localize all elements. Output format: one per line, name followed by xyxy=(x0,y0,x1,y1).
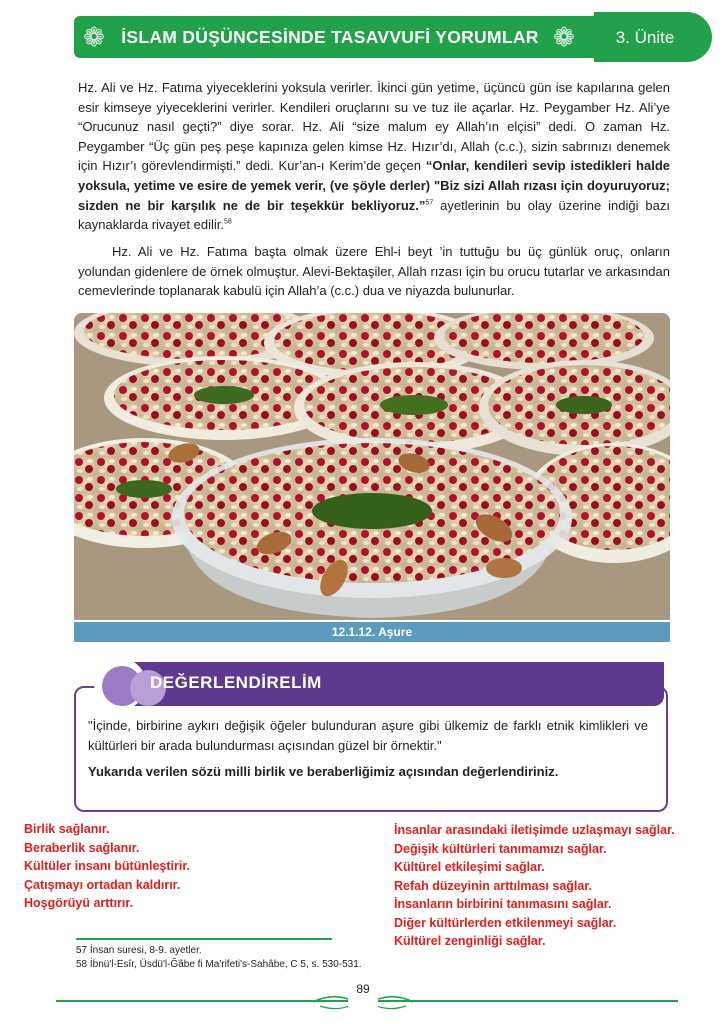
unit-header xyxy=(74,12,702,62)
answer-item: Çatışmayı ortadan kaldırır. xyxy=(24,877,181,892)
footnote-58: 58 İbnü'l-Esîr, Üsdü'l-Ğâbe fi Ma'rifeti's-Sahâbe, C 5, s. 530-531. xyxy=(76,959,362,970)
footnote-divider xyxy=(76,938,332,940)
unit-label: 3. Ünite xyxy=(615,28,675,47)
answer-item: Kültürel etkileşimi sağlar. xyxy=(394,860,545,874)
answer-item: Diğer kültürlerden etkilenmeyi sağlar. xyxy=(394,915,617,930)
answer-item: Hoşgörüyü arttırır. xyxy=(24,896,134,910)
answer-item: İnsanların birbirini tanımasını sağlar. xyxy=(394,897,612,911)
page-number: 89 xyxy=(356,982,370,996)
paragraph-text: ayetlerinin bu olay üzerine indiği bazı kaynaklarda rivayet edilir. xyxy=(78,197,670,233)
evaluation-title: DEĞERLENDİRELİM xyxy=(150,673,322,692)
evaluation-quote: "İçinde, birbirine aykırı değişik öğeler bulunduran aşure gibi ülkemiz de farklı etnik kimlikleri ve kültürleri bir arada bulundurması açısından güzel bir örnektir." xyxy=(88,718,648,753)
footnote-57: 57 İnsan suresi, 8-9. ayetler. xyxy=(76,945,202,956)
paragraph-text: Hz. Ali ve Hz. Fatıma yiyeceklerini yoksula verirler. İkinci gün yetime, üçüncü gün ise kapılarına gelen esir kimseye yiyeceklerini verirler. Kendileri oruçlarını su ve tuz ile açarlar. Hz. Peygamber Hz. Ali’ye “Orucunuz nasıl geçti?” diye sorar. Hz. Ali “size malum ey Allah’ın elçisi” dedi. O zaman Hz. Peygamber “Üç gün peş peşe kapınıza gelen kimse Hz. Hızır’dı, Allah (c.c.), sizin sabrınızı denemek için Hızır’ı görevlendirmişti.” dedi. Kur’an-ı Kerim’de geçen xyxy=(78,80,670,174)
footnote-ref-57[interactable]: 57 xyxy=(425,199,434,207)
asure-bowls-illustration xyxy=(74,313,670,620)
answer-item: Birlik sağlanır. xyxy=(24,822,110,836)
answers-right-column xyxy=(394,821,675,951)
evaluation-header xyxy=(100,662,664,706)
floral-ornament-icon: ❁ xyxy=(83,22,105,52)
answer-item: Beraberlik sağlanır. xyxy=(24,840,140,855)
floral-ornament-icon: ❁ xyxy=(553,22,575,52)
footnotes xyxy=(76,944,362,972)
answers-left-column xyxy=(24,820,190,913)
quran-verse-quote: “Onlar, kendileri sevip istedikleri halde yoksula, yetime ve esire de yemek verir, (ve şöyle derler) "Biz sizi Allah rızası için doyuruyoruz; sizden ne bir karşılık ne de bir teşekkür bekliyoruz.” xyxy=(78,158,670,213)
asure-photo xyxy=(74,313,670,620)
paragraph-1 xyxy=(78,78,670,235)
evaluation-question: Yukarıda verilen sözü milli birlik ve beraberliğimiz açısından değerlendiriniz. xyxy=(88,764,559,779)
answer-item: İnsanlar arasındaki iletişimde uzlaşmayı sağlar. xyxy=(394,823,675,837)
paragraph-2 xyxy=(78,242,670,301)
page-title: İSLAM DÜŞÜNCESİNDE TASAVVUFİ YORUMLAR xyxy=(121,27,539,47)
footnote-ref-58[interactable]: 58 xyxy=(223,218,232,226)
answer-item: Değişik kültürleri tanımamızı sağlar. xyxy=(394,841,607,856)
answer-item: Kültüler insanı bütünleştirir. xyxy=(24,859,190,873)
photo-caption: 12.1.12. Aşure xyxy=(74,622,670,642)
answer-item: Kültürel zenginliği sağlar. xyxy=(394,934,546,948)
answer-item: Refah düzeyinin arttılması sağlar. xyxy=(394,878,592,893)
paragraph-text: Hz. Ali ve Hz. Fatıma başta olmak üzere Ehl-i beyt ’in tuttuğu bu üç günlük oruç, onların yolundan gidenlere de örnek olmuştur. Alevi-Bektaşiler, Allah rızası için bu orucu tutarlar ve arkasından cemevlerinde toplanarak kabulü için Allah’a (c.c.) dua ve niyazda bulunurlar. xyxy=(78,244,670,299)
